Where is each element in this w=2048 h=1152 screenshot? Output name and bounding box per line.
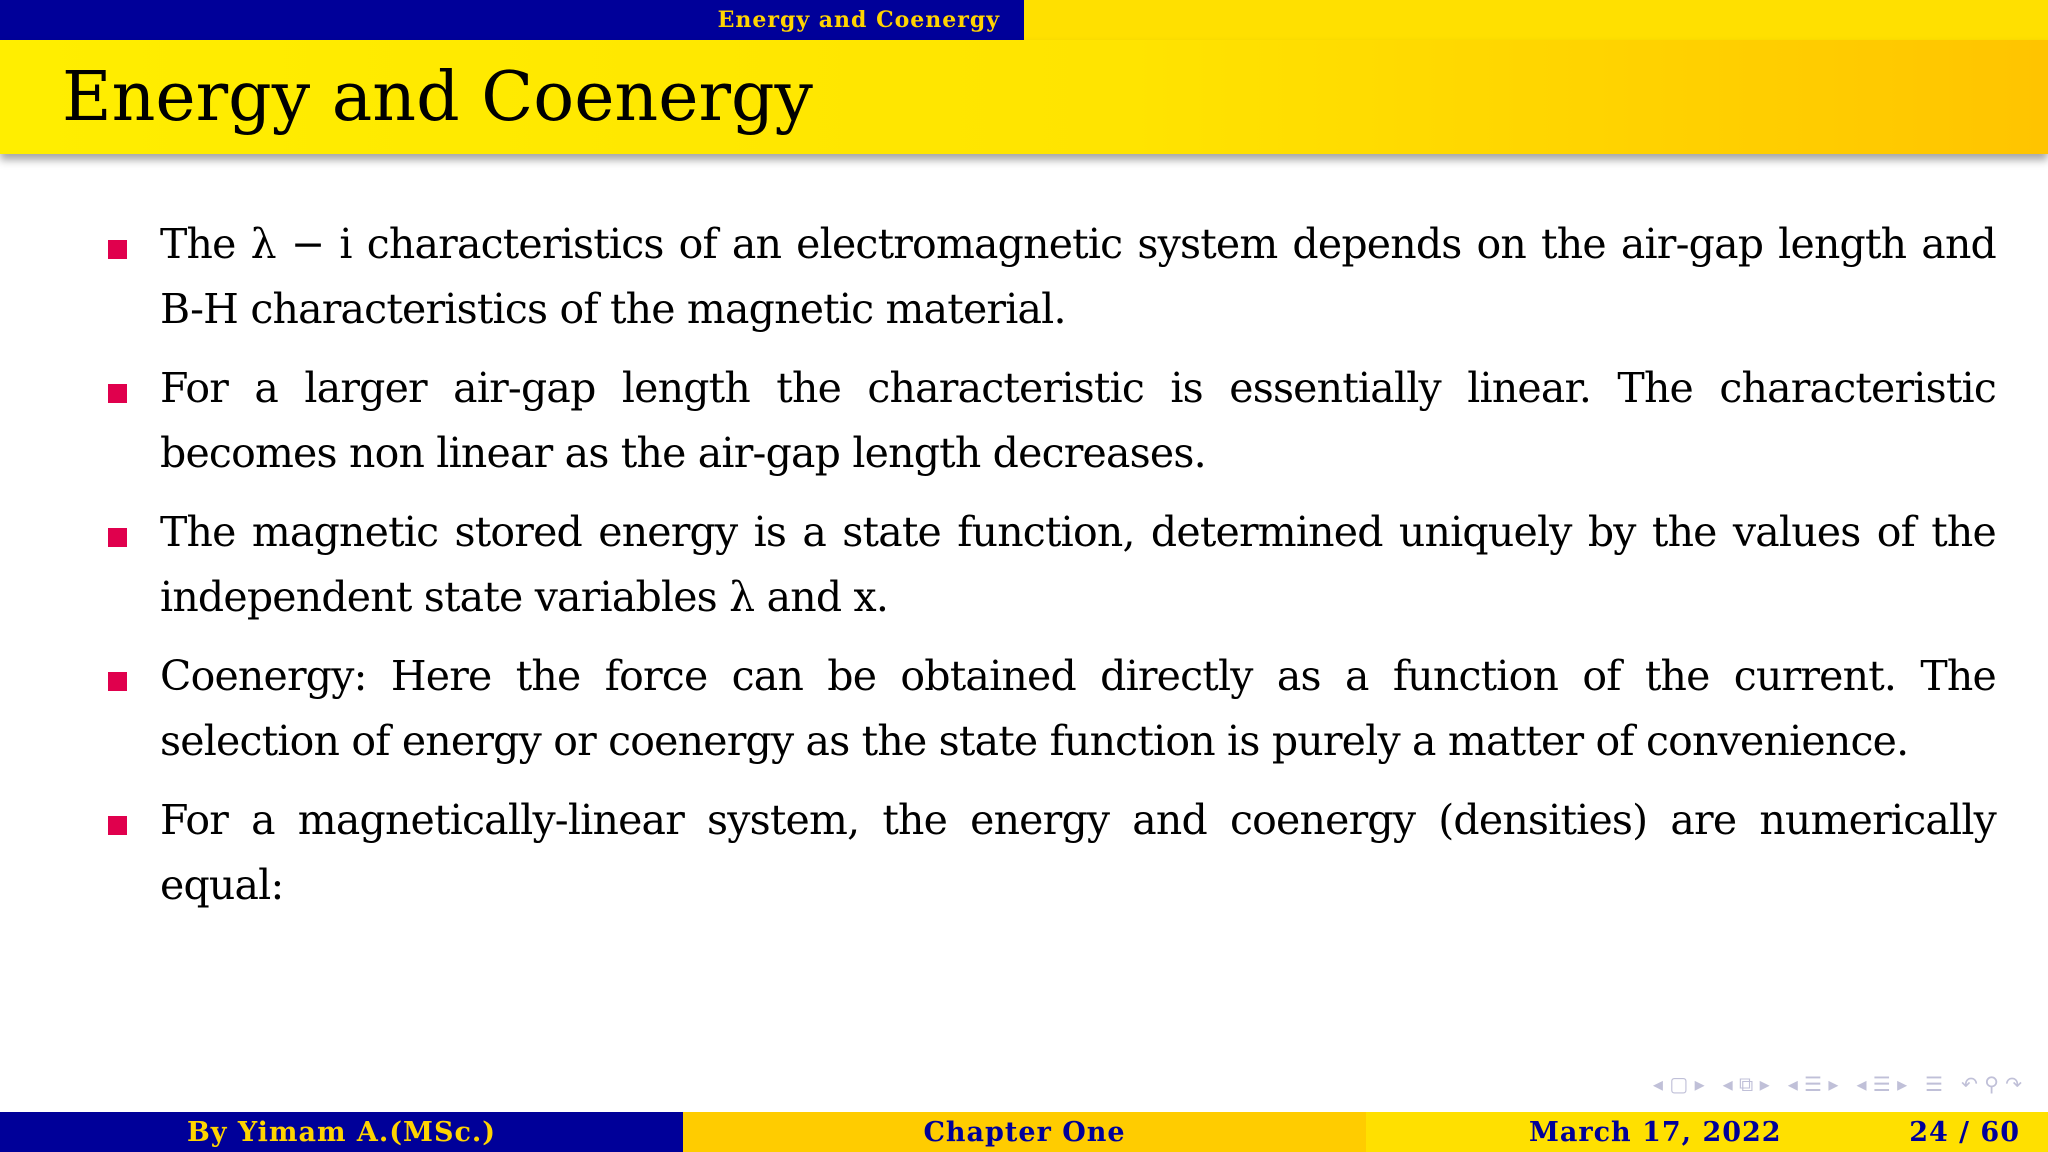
bullet-text: For a magnetically-linear system, the energy and coenergy (densities) are numerically equal: — [160, 796, 1996, 909]
bullet-square-icon — [108, 384, 127, 403]
bullet-text: The magnetic stored energy is a state function, determined uniquely by the values of the independent state variables λ and x. — [160, 508, 1996, 621]
bullet-text: The λ − i characteristics of an electromagnetic system depends on the air-gap length and B-H characteristics of the magnetic material. — [160, 220, 1996, 333]
nav-toc-icon[interactable]: ☰ — [1925, 1072, 1944, 1096]
footer-author: By Yimam A.(MSc.) — [0, 1112, 683, 1152]
bullet-square-icon — [108, 240, 127, 259]
header-empty-cell — [1024, 0, 2048, 40]
bullet-list — [108, 212, 1996, 932]
frame-title: Energy and Coenergy — [62, 58, 813, 137]
top-header-bar — [0, 0, 2048, 40]
footer-date-page — [1366, 1112, 2048, 1152]
frame-title-band — [0, 40, 2048, 154]
header-section-cell — [0, 0, 1024, 40]
bullet-square-icon — [108, 528, 127, 547]
bullet-item — [108, 212, 1996, 342]
bullet-text: Coenergy: Here the force can be obtained directly as a function of the current. The selection of energy or coenergy as the state function is purely a matter of convenience. — [160, 652, 1996, 765]
bullet-text: For a larger air-gap length the characteristic is essentially linear. The characteristic becomes non linear as the air-gap length decreases. — [160, 364, 1996, 477]
nav-document-icon[interactable]: ◂ ☰ ▸ — [1856, 1072, 1908, 1096]
bullet-item — [108, 356, 1996, 486]
footer-date: March 17, 2022 — [1529, 1116, 1782, 1148]
nav-frame-icon[interactable]: ◂ ▢ ▸ — [1652, 1072, 1705, 1096]
footer-page-number: 24 / 60 — [1909, 1116, 2020, 1148]
bullet-item — [108, 788, 1996, 918]
bullet-square-icon — [108, 672, 127, 691]
nav-search-icon[interactable]: ↶ ⚲ ↷ — [1961, 1072, 2022, 1096]
footer-bar — [0, 1112, 2048, 1152]
bullet-item — [108, 644, 1996, 774]
header-section-title[interactable]: Energy and Coenergy — [717, 7, 1000, 33]
bullet-square-icon — [108, 816, 127, 835]
bullet-item — [108, 500, 1996, 630]
beamer-navigation — [1653, 1072, 2022, 1096]
nav-section-icon[interactable]: ◂ ☰ ▸ — [1787, 1072, 1839, 1096]
footer-chapter: Chapter One — [683, 1112, 1366, 1152]
nav-subsection-icon[interactable]: ◂ ⧉ ▸ — [1722, 1072, 1770, 1096]
